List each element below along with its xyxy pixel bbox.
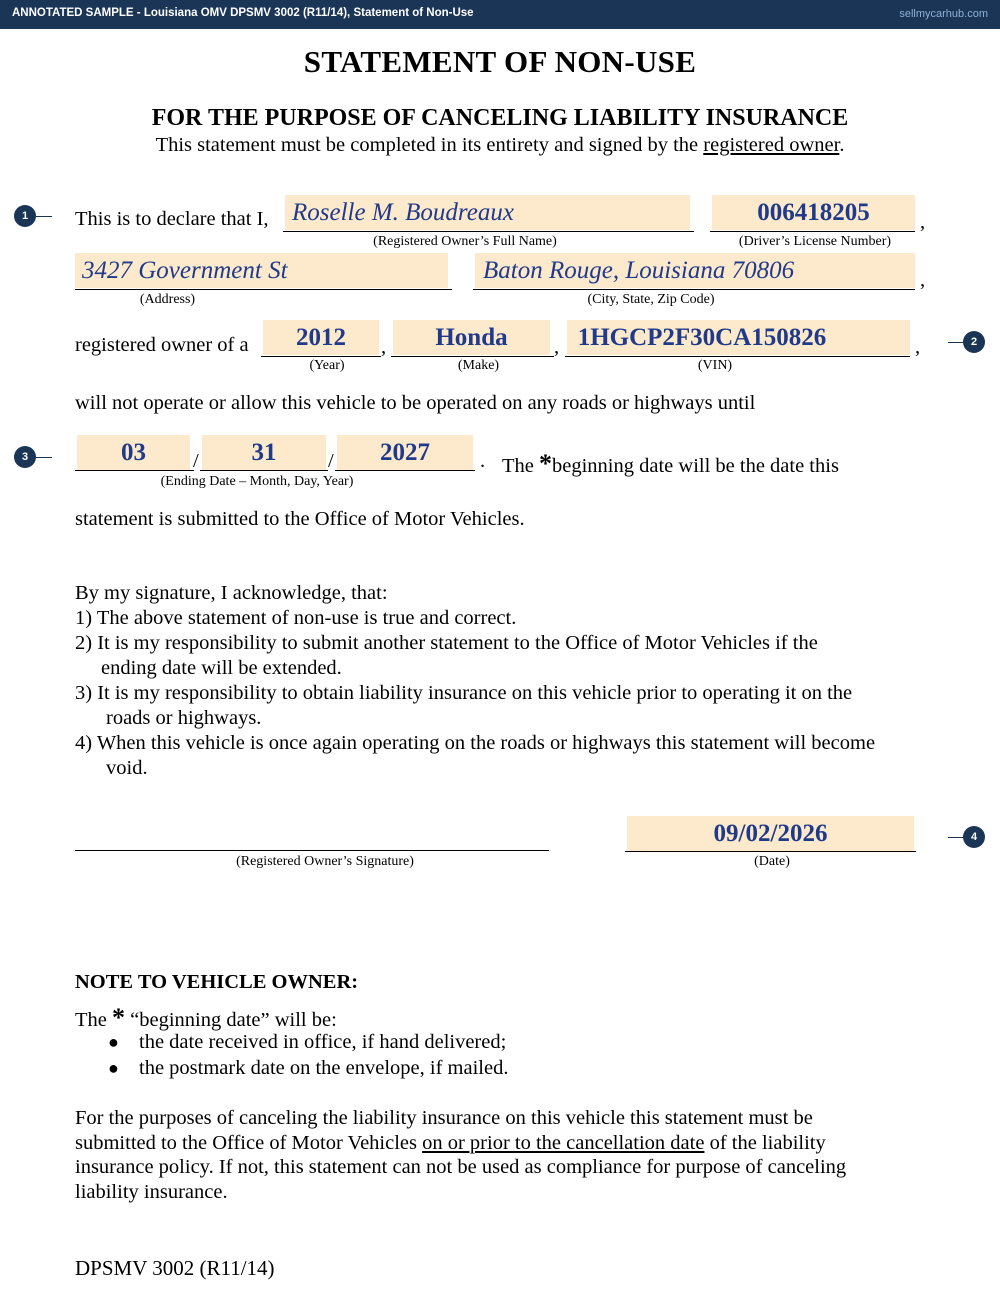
vehicle-make-value: Honda (435, 324, 508, 351)
vehicle-make-caption: (Make) (457, 358, 500, 373)
begin-text-pre: The (502, 455, 539, 477)
annotation-leader-2 (948, 342, 964, 343)
note-line-post: “beginning date” will be: (125, 1009, 337, 1031)
license-number-line (710, 231, 915, 232)
owner-name-line (283, 231, 694, 232)
para-2-underlined: on or prior to the cancellation date (422, 1132, 705, 1154)
ack-item: 2) It is my responsibility to submit another statement to the Office of Motor Vehicles if the (75, 632, 818, 654)
address-caption: (Address) (139, 292, 196, 307)
form-title: STATEMENT OF NON-USE (303, 44, 697, 79)
ack-item-continued: roads or highways. (106, 707, 262, 729)
signature-line[interactable] (75, 850, 549, 851)
beginning-date-text (502, 449, 839, 479)
bullet: ● (108, 1058, 119, 1078)
annotation-leader-1 (36, 216, 52, 217)
date-slash: / (193, 450, 199, 472)
ack-item: 3) It is my responsibility to obtain liability insurance on this vehicle prior to operating it on the (75, 682, 853, 704)
comma: , (381, 336, 387, 358)
form-id: DPSMV 3002 (R11/14) (75, 1256, 275, 1280)
period: . (480, 450, 486, 472)
ack-item: 4) When this vehicle is once again operating on the roads or highways this statement will become (75, 732, 876, 754)
city-state-zip-value: Baton Rouge, Louisiana 70806 (483, 257, 795, 284)
annotation-leader-4 (948, 837, 964, 838)
comma: , (920, 269, 926, 291)
nonuse-text: will not operate or allow this vehicle to be operated on any roads or highways until (75, 392, 756, 414)
declaration-prefix: This is to declare that I, (75, 208, 269, 230)
vehicle-vin-value: 1HGCP2F30CA150826 (577, 324, 827, 351)
note-line-pre: The (75, 1009, 112, 1031)
annotation-badge-3: 3 (14, 446, 36, 468)
note-heading: NOTE TO VEHICLE OWNER: (75, 971, 359, 993)
ending-day-line (200, 470, 328, 471)
ending-date-caption: (Ending Date – Month, Day, Year) (160, 474, 354, 489)
begin-text-post: beginning date will be the date this (552, 455, 839, 477)
note-paragraph-line: liability insurance. (75, 1181, 228, 1203)
license-caption: (Driver’s License Number) (738, 234, 892, 249)
address-value: 3427 Government St (82, 257, 288, 284)
ending-year-value: 2027 (380, 439, 430, 466)
form-instruction (0, 134, 1000, 157)
para-2-pre: submitted to the Office of Motor Vehicles (75, 1132, 423, 1154)
ack-intro: By my signature, I acknowledge, that: (75, 582, 388, 604)
ending-year-line (335, 470, 475, 471)
comma: , (554, 336, 560, 358)
nonuse-continued: statement is submitted to the Office of Motor Vehicles. (75, 508, 525, 530)
vehicle-make-line (391, 356, 554, 357)
form-subtitle: FOR THE PURPOSE OF CANCELING LIABILITY INSURANCE (151, 105, 849, 131)
signature-caption: (Registered Owner’s Signature) (236, 854, 414, 869)
header-site[interactable]: sellmycarhub.com (899, 8, 988, 20)
comma: , (920, 211, 926, 233)
asterisk: * (112, 1003, 125, 1032)
note-line (75, 1003, 337, 1033)
ending-month-line (75, 470, 194, 471)
vehicle-year-value: 2012 (296, 324, 346, 351)
instruction-text: This statement must be completed in its entirety and signed by the (155, 134, 704, 156)
comma: , (915, 336, 921, 358)
note-paragraph-line: insurance policy. If not, this statement can not be used as compliance for purpose of canceling (75, 1156, 847, 1178)
owner-name-caption: (Registered Owner’s Full Name) (373, 234, 557, 249)
note-bullet: the postmark date on the envelope, if mailed. (139, 1057, 509, 1079)
city-caption: (City, State, Zip Code) (587, 292, 715, 307)
vehicle-prefix: registered owner of a (75, 334, 249, 356)
note-paragraph-line: For the purposes of canceling the liability insurance on this vehicle this statement must be (75, 1107, 813, 1129)
instruction-end: . (839, 134, 845, 156)
annotation-badge-1: 1 (14, 205, 36, 227)
date-slash: / (328, 450, 334, 472)
date-caption: (Date) (754, 854, 790, 869)
instruction-underlined: registered owner (703, 134, 840, 156)
note-paragraph-line (75, 1132, 826, 1155)
asterisk: * (539, 449, 552, 478)
signature-date-line (625, 851, 916, 852)
header-title: ANNOTATED SAMPLE - Louisiana OMV DPSMV 3002 (R11/14), Statement of Non-Use (12, 7, 474, 19)
ack-item-continued: void. (106, 757, 148, 779)
ending-month-value: 03 (121, 439, 146, 466)
vehicle-vin-caption: (VIN) (697, 358, 733, 373)
owner-name-value: Roselle M. Boudreaux (292, 199, 514, 226)
city-state-zip-line (473, 289, 915, 290)
vehicle-year-line (261, 356, 381, 357)
annotation-badge-2: 2 (963, 331, 985, 353)
note-bullet: the date received in office, if hand delivered; (139, 1031, 507, 1053)
annotation-badge-4: 4 (963, 826, 985, 848)
annotation-leader-3 (36, 457, 52, 458)
para-2-post: of the liability (704, 1132, 826, 1154)
address-line (75, 289, 452, 290)
ack-item-continued: ending date will be extended. (101, 657, 342, 679)
vehicle-year-caption: (Year) (309, 358, 345, 373)
ending-day-value: 31 (251, 439, 277, 466)
ack-item: 1) The above statement of non-use is true and correct. (75, 607, 517, 629)
bullet: ● (108, 1032, 119, 1052)
signature-date-value: 09/02/2026 (713, 820, 828, 847)
vehicle-vin-line (565, 356, 910, 357)
license-number-value: 006418205 (757, 199, 870, 226)
